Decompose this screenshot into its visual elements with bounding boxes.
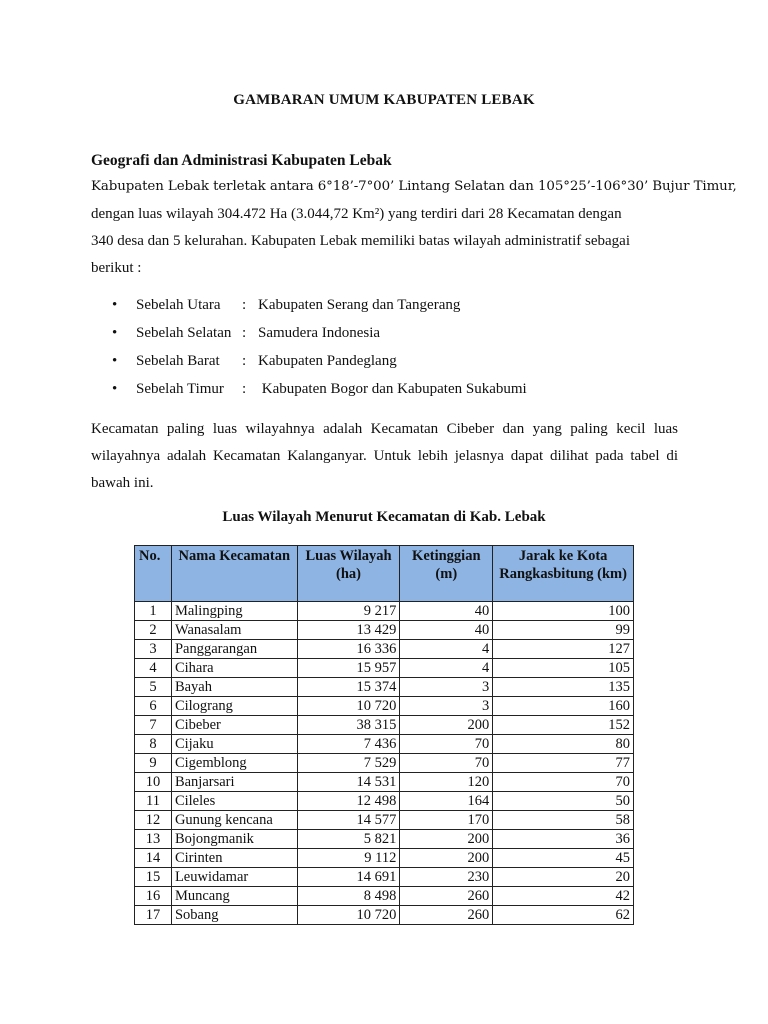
header-altitude: Ketinggian (m) bbox=[400, 546, 493, 602]
table-row bbox=[135, 811, 634, 830]
cell-altitude: 260 bbox=[400, 887, 493, 906]
cell-distance: 70 bbox=[493, 773, 634, 792]
cell-altitude: 40 bbox=[400, 602, 493, 621]
cell-name: Cileles bbox=[171, 792, 297, 811]
cell-name: Panggarangan bbox=[171, 640, 297, 659]
cell-area: 15 957 bbox=[297, 659, 400, 678]
intro-line-3: 340 desa dan 5 kelurahan. Kabupaten Lebak memiliki batas wilayah administratif sebagai bbox=[91, 233, 630, 249]
cell-distance: 62 bbox=[493, 906, 634, 925]
cell-area: 13 429 bbox=[297, 621, 400, 640]
table-row bbox=[135, 602, 634, 621]
cell-area: 38 315 bbox=[297, 716, 400, 735]
bullet-icon: • bbox=[112, 353, 118, 369]
page-title: GAMBARAN UMUM KABUPATEN LEBAK bbox=[233, 92, 535, 108]
cell-no: 10 bbox=[135, 773, 172, 792]
header-distance: Jarak ke Kota Rangkasbitung (km) bbox=[493, 546, 634, 602]
cell-no: 12 bbox=[135, 811, 172, 830]
cell-distance: 99 bbox=[493, 621, 634, 640]
cell-altitude: 70 bbox=[400, 754, 493, 773]
border-item-east bbox=[112, 381, 712, 409]
border-label: Sebelah Utara bbox=[136, 297, 221, 313]
table-row bbox=[135, 773, 634, 792]
cell-no: 7 bbox=[135, 716, 172, 735]
cell-distance: 20 bbox=[493, 868, 634, 887]
cell-area: 16 336 bbox=[297, 640, 400, 659]
border-value: Samudera Indonesia bbox=[258, 325, 381, 341]
cell-name: Muncang bbox=[171, 887, 297, 906]
cell-distance: 58 bbox=[493, 811, 634, 830]
cell-area: 14 531 bbox=[297, 773, 400, 792]
cell-area: 12 498 bbox=[297, 792, 400, 811]
cell-no: 9 bbox=[135, 754, 172, 773]
cell-no: 13 bbox=[135, 830, 172, 849]
cell-no: 8 bbox=[135, 735, 172, 754]
cell-name: Cigemblong bbox=[171, 754, 297, 773]
border-separator: : bbox=[242, 297, 247, 313]
cell-distance: 36 bbox=[493, 830, 634, 849]
cell-altitude: 200 bbox=[400, 830, 493, 849]
border-separator: : bbox=[242, 325, 247, 341]
table-body bbox=[135, 602, 634, 925]
cell-area: 15 374 bbox=[297, 678, 400, 697]
cell-distance: 50 bbox=[493, 792, 634, 811]
header-no: No. bbox=[135, 546, 172, 602]
cell-no: 15 bbox=[135, 868, 172, 887]
border-item-north bbox=[112, 297, 712, 325]
border-item-west bbox=[112, 353, 712, 381]
body-paragraph: Kecamatan paling luas wilayahnya adalah Kecamatan Cibeber dan yang paling kecil luas wilayahnya adalah Kecamatan Kalanganyar. Untuk lebih jelasnya dapat dilihat pada tabel di bawah ini. bbox=[91, 421, 678, 491]
cell-name: Cirinten bbox=[171, 849, 297, 868]
table-row bbox=[135, 830, 634, 849]
cell-no: 3 bbox=[135, 640, 172, 659]
table-row bbox=[135, 659, 634, 678]
cell-distance: 127 bbox=[493, 640, 634, 659]
table-row bbox=[135, 678, 634, 697]
cell-altitude: 40 bbox=[400, 621, 493, 640]
cell-name: Gunung kencana bbox=[171, 811, 297, 830]
cell-distance: 42 bbox=[493, 887, 634, 906]
cell-altitude: 3 bbox=[400, 697, 493, 716]
table-row bbox=[135, 754, 634, 773]
cell-distance: 160 bbox=[493, 697, 634, 716]
table-row bbox=[135, 887, 634, 906]
table-row bbox=[135, 716, 634, 735]
cell-area: 7 529 bbox=[297, 754, 400, 773]
cell-distance: 80 bbox=[493, 735, 634, 754]
cell-no: 11 bbox=[135, 792, 172, 811]
cell-no: 2 bbox=[135, 621, 172, 640]
border-list bbox=[112, 297, 712, 409]
cell-name: Sobang bbox=[171, 906, 297, 925]
cell-altitude: 200 bbox=[400, 849, 493, 868]
border-separator: : bbox=[242, 381, 247, 397]
border-value: Kabupaten Pandeglang bbox=[258, 353, 397, 369]
border-separator: : bbox=[242, 353, 247, 369]
table-row bbox=[135, 792, 634, 811]
cell-altitude: 164 bbox=[400, 792, 493, 811]
cell-no: 16 bbox=[135, 887, 172, 906]
table-row bbox=[135, 906, 634, 925]
cell-area: 14 691 bbox=[297, 868, 400, 887]
cell-name: Leuwidamar bbox=[171, 868, 297, 887]
cell-altitude: 4 bbox=[400, 640, 493, 659]
cell-distance: 77 bbox=[493, 754, 634, 773]
cell-altitude: 4 bbox=[400, 659, 493, 678]
border-value: Kabupaten Bogor dan Kabupaten Sukabumi bbox=[258, 381, 527, 397]
cell-area: 9 112 bbox=[297, 849, 400, 868]
table-row bbox=[135, 849, 634, 868]
cell-altitude: 120 bbox=[400, 773, 493, 792]
table-row bbox=[135, 735, 634, 754]
cell-name: Bojongmanik bbox=[171, 830, 297, 849]
cell-name: Wanasalam bbox=[171, 621, 297, 640]
cell-no: 17 bbox=[135, 906, 172, 925]
cell-name: Cijaku bbox=[171, 735, 297, 754]
cell-no: 6 bbox=[135, 697, 172, 716]
cell-name: Banjarsari bbox=[171, 773, 297, 792]
table-caption: Luas Wilayah Menurut Kecamatan di Kab. Lebak bbox=[222, 509, 546, 525]
intro-line-4: berikut : bbox=[91, 260, 142, 276]
cell-name: Cihara bbox=[171, 659, 297, 678]
intro-line-2: dengan luas wilayah 304.472 Ha (3.044,72 Km²) yang terdiri dari 28 Kecamatan dengan bbox=[91, 206, 622, 222]
cell-distance: 152 bbox=[493, 716, 634, 735]
cell-no: 4 bbox=[135, 659, 172, 678]
cell-area: 14 577 bbox=[297, 811, 400, 830]
table-row bbox=[135, 621, 634, 640]
cell-area: 9 217 bbox=[297, 602, 400, 621]
cell-altitude: 70 bbox=[400, 735, 493, 754]
cell-distance: 105 bbox=[493, 659, 634, 678]
cell-altitude: 170 bbox=[400, 811, 493, 830]
border-label: Sebelah Timur bbox=[136, 381, 224, 397]
header-area: Luas Wilayah (ha) bbox=[297, 546, 400, 602]
cell-area: 8 498 bbox=[297, 887, 400, 906]
cell-no: 5 bbox=[135, 678, 172, 697]
border-label: Sebelah Selatan bbox=[136, 325, 232, 341]
border-item-south bbox=[112, 325, 712, 353]
table-row bbox=[135, 640, 634, 659]
cell-altitude: 260 bbox=[400, 906, 493, 925]
bullet-icon: • bbox=[112, 297, 118, 313]
cell-altitude: 3 bbox=[400, 678, 493, 697]
cell-distance: 45 bbox=[493, 849, 634, 868]
table-header-row bbox=[135, 546, 634, 602]
bullet-icon: • bbox=[112, 325, 118, 341]
border-value: Kabupaten Serang dan Tangerang bbox=[258, 297, 461, 313]
area-table bbox=[134, 545, 634, 925]
cell-name: Cilograng bbox=[171, 697, 297, 716]
table-row bbox=[135, 868, 634, 887]
cell-name: Cibeber bbox=[171, 716, 297, 735]
cell-no: 14 bbox=[135, 849, 172, 868]
section-heading: Geografi dan Administrasi Kabupaten Lebak bbox=[91, 152, 392, 169]
intro-line-1: Kabupaten Lebak terletak antara 6°18’-7°00’ Lintang Selatan dan 105°25’-106°30’ Bujur Timur, bbox=[91, 179, 737, 194]
cell-area: 5 821 bbox=[297, 830, 400, 849]
table-row bbox=[135, 697, 634, 716]
bullet-icon: • bbox=[112, 381, 118, 397]
cell-area: 10 720 bbox=[297, 697, 400, 716]
cell-area: 10 720 bbox=[297, 906, 400, 925]
cell-name: Bayah bbox=[171, 678, 297, 697]
border-label: Sebelah Barat bbox=[136, 353, 220, 369]
cell-altitude: 230 bbox=[400, 868, 493, 887]
cell-area: 7 436 bbox=[297, 735, 400, 754]
header-name: Nama Kecamatan bbox=[171, 546, 297, 602]
cell-altitude: 200 bbox=[400, 716, 493, 735]
cell-distance: 135 bbox=[493, 678, 634, 697]
cell-name: Malingping bbox=[171, 602, 297, 621]
cell-distance: 100 bbox=[493, 602, 634, 621]
cell-no: 1 bbox=[135, 602, 172, 621]
